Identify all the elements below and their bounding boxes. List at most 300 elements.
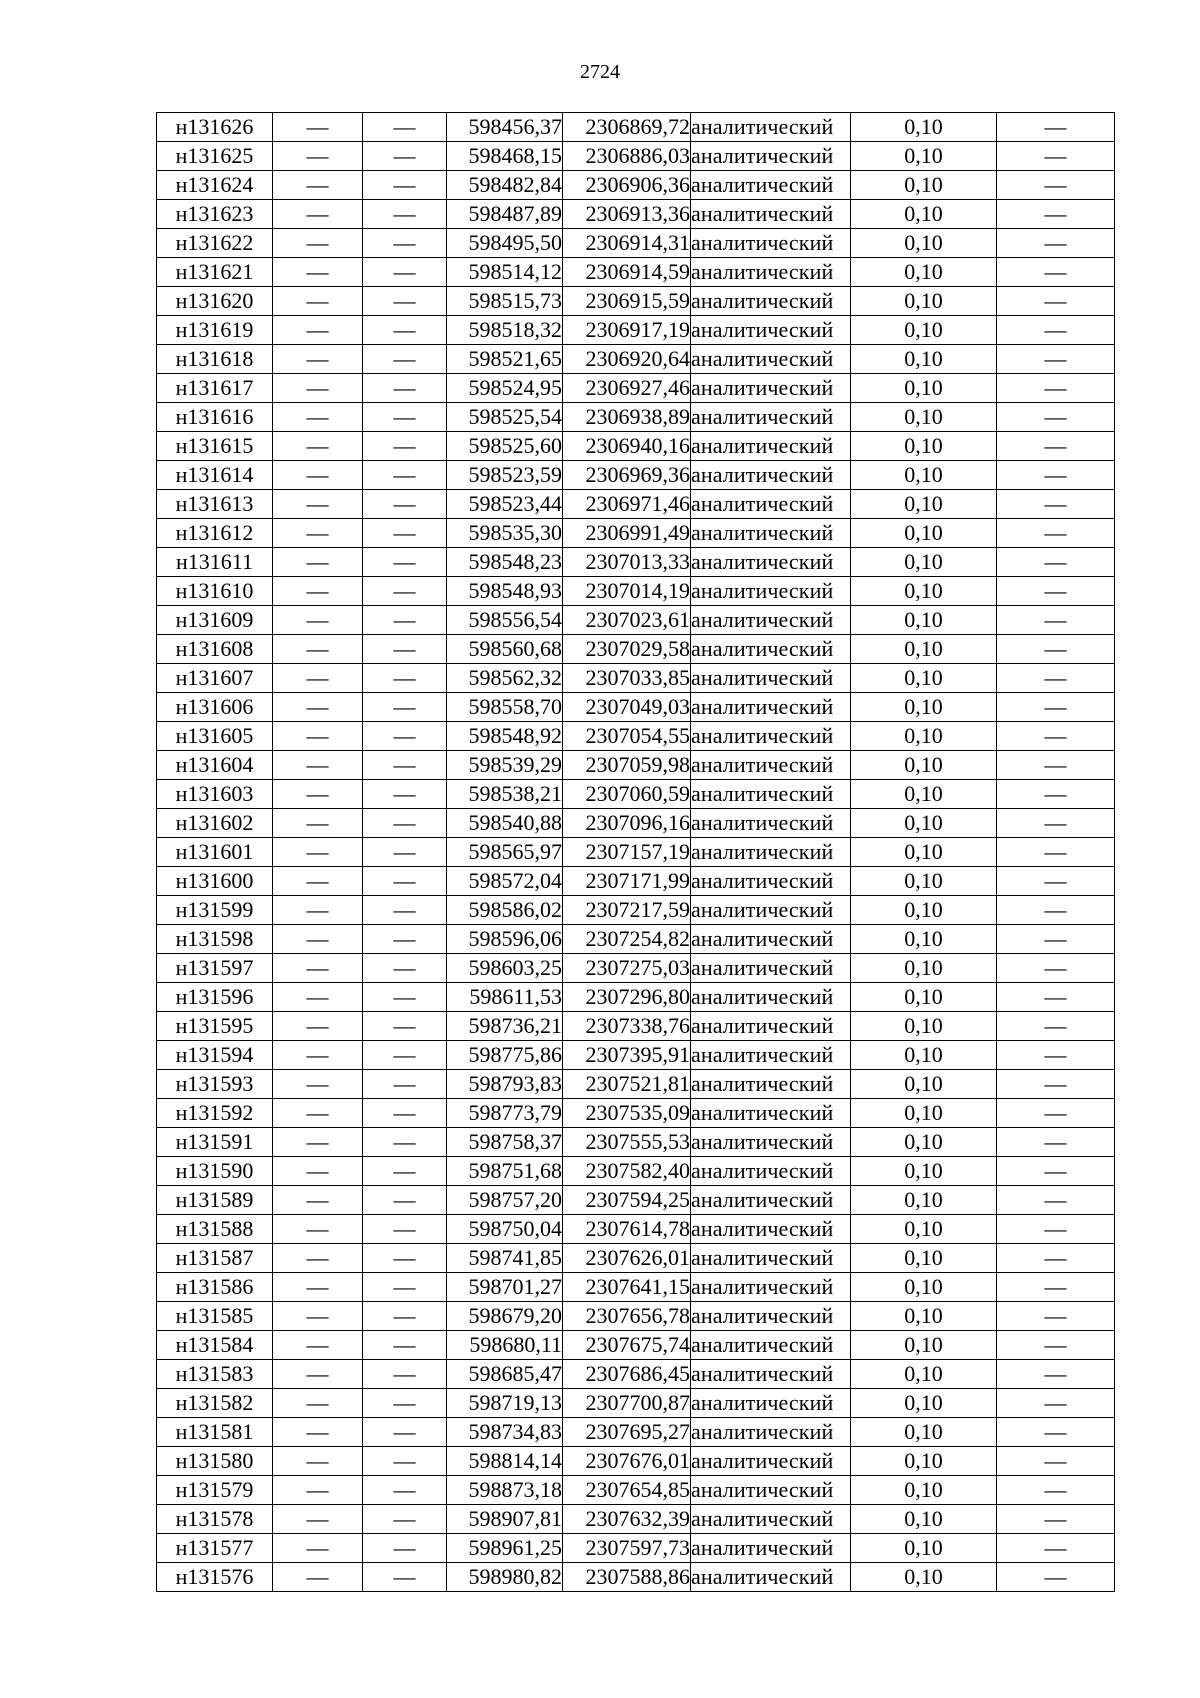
accuracy-cell: 0,10: [851, 925, 997, 954]
empty-cell-1: —: [273, 780, 363, 809]
table-row: [157, 693, 1115, 722]
method-cell: аналитический: [691, 113, 851, 142]
description-cell: —: [997, 490, 1115, 519]
point-name-cell: н131577: [157, 1534, 273, 1563]
description-cell: —: [997, 606, 1115, 635]
empty-cell-1: —: [273, 1389, 363, 1418]
empty-cell-2: —: [363, 1157, 447, 1186]
description-cell: —: [997, 1331, 1115, 1360]
table-row: [157, 1041, 1115, 1070]
accuracy-cell: 0,10: [851, 1360, 997, 1389]
table-row: [157, 1012, 1115, 1041]
x-coordinate-cell: 598679,20: [447, 1302, 563, 1331]
point-name-cell: н131616: [157, 403, 273, 432]
description-cell: —: [997, 113, 1115, 142]
method-cell: аналитический: [691, 896, 851, 925]
empty-cell-1: —: [273, 1505, 363, 1534]
y-coordinate-cell: 2306927,46: [563, 374, 691, 403]
description-cell: —: [997, 925, 1115, 954]
description-cell: —: [997, 403, 1115, 432]
table-row: [157, 577, 1115, 606]
empty-cell-2: —: [363, 983, 447, 1012]
accuracy-cell: 0,10: [851, 983, 997, 1012]
description-cell: —: [997, 548, 1115, 577]
empty-cell-2: —: [363, 345, 447, 374]
x-coordinate-cell: 598586,02: [447, 896, 563, 925]
table-row: [157, 345, 1115, 374]
method-cell: аналитический: [691, 577, 851, 606]
point-name-cell: н131586: [157, 1273, 273, 1302]
accuracy-cell: 0,10: [851, 722, 997, 751]
method-cell: аналитический: [691, 606, 851, 635]
empty-cell-2: —: [363, 490, 447, 519]
accuracy-cell: 0,10: [851, 432, 997, 461]
x-coordinate-cell: 598514,12: [447, 258, 563, 287]
method-cell: аналитический: [691, 693, 851, 722]
empty-cell-2: —: [363, 606, 447, 635]
accuracy-cell: 0,10: [851, 1505, 997, 1534]
table-row: [157, 1157, 1115, 1186]
method-cell: аналитический: [691, 954, 851, 983]
table-row: [157, 229, 1115, 258]
empty-cell-2: —: [363, 896, 447, 925]
table-row: [157, 1360, 1115, 1389]
empty-cell-2: —: [363, 142, 447, 171]
accuracy-cell: 0,10: [851, 1012, 997, 1041]
description-cell: —: [997, 1012, 1115, 1041]
y-coordinate-cell: 2307656,78: [563, 1302, 691, 1331]
x-coordinate-cell: 598701,27: [447, 1273, 563, 1302]
point-name-cell: н131585: [157, 1302, 273, 1331]
method-cell: аналитический: [691, 171, 851, 200]
empty-cell-2: —: [363, 1389, 447, 1418]
empty-cell-2: —: [363, 287, 447, 316]
method-cell: аналитический: [691, 1273, 851, 1302]
table-row: [157, 664, 1115, 693]
x-coordinate-cell: 598540,88: [447, 809, 563, 838]
point-name-cell: н131580: [157, 1447, 273, 1476]
empty-cell-2: —: [363, 1418, 447, 1447]
method-cell: аналитический: [691, 200, 851, 229]
accuracy-cell: 0,10: [851, 113, 997, 142]
empty-cell-2: —: [363, 635, 447, 664]
x-coordinate-cell: 598757,20: [447, 1186, 563, 1215]
empty-cell-1: —: [273, 1534, 363, 1563]
point-name-cell: н131582: [157, 1389, 273, 1418]
x-coordinate-cell: 598482,84: [447, 171, 563, 200]
table-row: [157, 200, 1115, 229]
method-cell: аналитический: [691, 867, 851, 896]
y-coordinate-cell: 2307686,45: [563, 1360, 691, 1389]
empty-cell-1: —: [273, 1360, 363, 1389]
empty-cell-1: —: [273, 258, 363, 287]
description-cell: —: [997, 1534, 1115, 1563]
y-coordinate-cell: 2306971,46: [563, 490, 691, 519]
y-coordinate-cell: 2307535,09: [563, 1099, 691, 1128]
accuracy-cell: 0,10: [851, 1331, 997, 1360]
description-cell: —: [997, 896, 1115, 925]
accuracy-cell: 0,10: [851, 751, 997, 780]
empty-cell-1: —: [273, 142, 363, 171]
y-coordinate-cell: 2307054,55: [563, 722, 691, 751]
point-name-cell: н131599: [157, 896, 273, 925]
accuracy-cell: 0,10: [851, 693, 997, 722]
accuracy-cell: 0,10: [851, 171, 997, 200]
point-name-cell: н131589: [157, 1186, 273, 1215]
empty-cell-1: —: [273, 809, 363, 838]
table-row: [157, 867, 1115, 896]
point-name-cell: н131600: [157, 867, 273, 896]
y-coordinate-cell: 2306906,36: [563, 171, 691, 200]
table-row: [157, 1331, 1115, 1360]
empty-cell-1: —: [273, 983, 363, 1012]
y-coordinate-cell: 2306914,59: [563, 258, 691, 287]
y-coordinate-cell: 2306914,31: [563, 229, 691, 258]
method-cell: аналитический: [691, 142, 851, 171]
description-cell: —: [997, 664, 1115, 693]
empty-cell-1: —: [273, 722, 363, 751]
point-name-cell: н131611: [157, 548, 273, 577]
table-row: [157, 1505, 1115, 1534]
y-coordinate-cell: 2306913,36: [563, 200, 691, 229]
empty-cell-2: —: [363, 1012, 447, 1041]
y-coordinate-cell: 2306915,59: [563, 287, 691, 316]
method-cell: аналитический: [691, 722, 851, 751]
x-coordinate-cell: 598523,44: [447, 490, 563, 519]
table-row: [157, 171, 1115, 200]
accuracy-cell: 0,10: [851, 1447, 997, 1476]
description-cell: —: [997, 258, 1115, 287]
x-coordinate-cell: 598961,25: [447, 1534, 563, 1563]
description-cell: —: [997, 1360, 1115, 1389]
x-coordinate-cell: 598521,65: [447, 345, 563, 374]
point-name-cell: н131587: [157, 1244, 273, 1273]
accuracy-cell: 0,10: [851, 1273, 997, 1302]
empty-cell-2: —: [363, 577, 447, 606]
method-cell: аналитический: [691, 809, 851, 838]
y-coordinate-cell: 2307096,16: [563, 809, 691, 838]
empty-cell-1: —: [273, 1012, 363, 1041]
empty-cell-2: —: [363, 751, 447, 780]
empty-cell-2: —: [363, 432, 447, 461]
description-cell: —: [997, 1041, 1115, 1070]
empty-cell-1: —: [273, 113, 363, 142]
y-coordinate-cell: 2307171,99: [563, 867, 691, 896]
table-row: [157, 374, 1115, 403]
method-cell: аналитический: [691, 751, 851, 780]
accuracy-cell: 0,10: [851, 1476, 997, 1505]
empty-cell-1: —: [273, 200, 363, 229]
accuracy-cell: 0,10: [851, 809, 997, 838]
y-coordinate-cell: 2307254,82: [563, 925, 691, 954]
method-cell: аналитический: [691, 490, 851, 519]
y-coordinate-cell: 2307582,40: [563, 1157, 691, 1186]
point-name-cell: н131594: [157, 1041, 273, 1070]
empty-cell-2: —: [363, 867, 447, 896]
empty-cell-1: —: [273, 316, 363, 345]
empty-cell-1: —: [273, 577, 363, 606]
x-coordinate-cell: 598611,53: [447, 983, 563, 1012]
accuracy-cell: 0,10: [851, 1128, 997, 1157]
accuracy-cell: 0,10: [851, 345, 997, 374]
empty-cell-2: —: [363, 200, 447, 229]
description-cell: —: [997, 1505, 1115, 1534]
x-coordinate-cell: 598719,13: [447, 1389, 563, 1418]
empty-cell-1: —: [273, 1157, 363, 1186]
description-cell: —: [997, 1476, 1115, 1505]
point-name-cell: н131619: [157, 316, 273, 345]
y-coordinate-cell: 2306991,49: [563, 519, 691, 548]
y-coordinate-cell: 2306886,03: [563, 142, 691, 171]
accuracy-cell: 0,10: [851, 867, 997, 896]
x-coordinate-cell: 598793,83: [447, 1070, 563, 1099]
accuracy-cell: 0,10: [851, 896, 997, 925]
point-name-cell: н131612: [157, 519, 273, 548]
empty-cell-2: —: [363, 838, 447, 867]
description-cell: —: [997, 1447, 1115, 1476]
x-coordinate-cell: 598558,70: [447, 693, 563, 722]
empty-cell-2: —: [363, 1186, 447, 1215]
table-row: [157, 519, 1115, 548]
method-cell: аналитический: [691, 1447, 851, 1476]
table-row: [157, 1215, 1115, 1244]
point-name-cell: н131620: [157, 287, 273, 316]
table-row: [157, 1128, 1115, 1157]
table-row: [157, 258, 1115, 287]
description-cell: —: [997, 200, 1115, 229]
empty-cell-2: —: [363, 809, 447, 838]
empty-cell-1: —: [273, 693, 363, 722]
empty-cell-1: —: [273, 1447, 363, 1476]
method-cell: аналитический: [691, 374, 851, 403]
method-cell: аналитический: [691, 780, 851, 809]
point-name-cell: н131597: [157, 954, 273, 983]
empty-cell-1: —: [273, 1418, 363, 1447]
description-cell: —: [997, 519, 1115, 548]
x-coordinate-cell: 598873,18: [447, 1476, 563, 1505]
empty-cell-2: —: [363, 1476, 447, 1505]
table-row: [157, 606, 1115, 635]
table-row: [157, 1418, 1115, 1447]
description-cell: —: [997, 780, 1115, 809]
method-cell: аналитический: [691, 1012, 851, 1041]
description-cell: —: [997, 693, 1115, 722]
description-cell: —: [997, 1128, 1115, 1157]
point-name-cell: н131621: [157, 258, 273, 287]
empty-cell-1: —: [273, 1186, 363, 1215]
table-row: [157, 1534, 1115, 1563]
table-row: [157, 896, 1115, 925]
point-name-cell: н131601: [157, 838, 273, 867]
empty-cell-2: —: [363, 113, 447, 142]
table-row: [157, 635, 1115, 664]
y-coordinate-cell: 2307217,59: [563, 896, 691, 925]
empty-cell-2: —: [363, 1099, 447, 1128]
empty-cell-2: —: [363, 548, 447, 577]
method-cell: аналитический: [691, 1331, 851, 1360]
description-cell: —: [997, 461, 1115, 490]
point-name-cell: н131615: [157, 432, 273, 461]
description-cell: —: [997, 1244, 1115, 1273]
description-cell: —: [997, 1186, 1115, 1215]
table-row: [157, 1099, 1115, 1128]
empty-cell-2: —: [363, 1070, 447, 1099]
method-cell: аналитический: [691, 345, 851, 374]
x-coordinate-cell: 598980,82: [447, 1563, 563, 1592]
point-name-cell: н131598: [157, 925, 273, 954]
method-cell: аналитический: [691, 548, 851, 577]
x-coordinate-cell: 598565,97: [447, 838, 563, 867]
method-cell: аналитический: [691, 1157, 851, 1186]
y-coordinate-cell: 2307588,86: [563, 1563, 691, 1592]
point-name-cell: н131623: [157, 200, 273, 229]
description-cell: —: [997, 635, 1115, 664]
table-row: [157, 809, 1115, 838]
table-row: [157, 780, 1115, 809]
description-cell: —: [997, 316, 1115, 345]
method-cell: аналитический: [691, 1128, 851, 1157]
table-row: [157, 1070, 1115, 1099]
method-cell: аналитический: [691, 316, 851, 345]
method-cell: аналитический: [691, 1244, 851, 1273]
empty-cell-1: —: [273, 751, 363, 780]
point-name-cell: н131579: [157, 1476, 273, 1505]
page-number: 2724: [580, 61, 620, 83]
method-cell: аналитический: [691, 1360, 851, 1389]
method-cell: аналитический: [691, 925, 851, 954]
empty-cell-1: —: [273, 1099, 363, 1128]
table-row: [157, 1273, 1115, 1302]
y-coordinate-cell: 2307033,85: [563, 664, 691, 693]
y-coordinate-cell: 2306938,89: [563, 403, 691, 432]
point-name-cell: н131625: [157, 142, 273, 171]
x-coordinate-cell: 598562,32: [447, 664, 563, 693]
y-coordinate-cell: 2307654,85: [563, 1476, 691, 1505]
empty-cell-2: —: [363, 722, 447, 751]
description-cell: —: [997, 1157, 1115, 1186]
accuracy-cell: 0,10: [851, 1215, 997, 1244]
x-coordinate-cell: 598556,54: [447, 606, 563, 635]
x-coordinate-cell: 598535,30: [447, 519, 563, 548]
empty-cell-2: —: [363, 229, 447, 258]
accuracy-cell: 0,10: [851, 403, 997, 432]
accuracy-cell: 0,10: [851, 1418, 997, 1447]
empty-cell-2: —: [363, 1447, 447, 1476]
description-cell: —: [997, 1099, 1115, 1128]
method-cell: аналитический: [691, 229, 851, 258]
empty-cell-1: —: [273, 1070, 363, 1099]
method-cell: аналитический: [691, 1389, 851, 1418]
x-coordinate-cell: 598572,04: [447, 867, 563, 896]
empty-cell-1: —: [273, 925, 363, 954]
method-cell: аналитический: [691, 838, 851, 867]
empty-cell-1: —: [273, 1041, 363, 1070]
y-coordinate-cell: 2307013,33: [563, 548, 691, 577]
y-coordinate-cell: 2306969,36: [563, 461, 691, 490]
table-row: [157, 113, 1115, 142]
x-coordinate-cell: 598456,37: [447, 113, 563, 142]
empty-cell-2: —: [363, 1041, 447, 1070]
table-row: [157, 490, 1115, 519]
point-name-cell: н131588: [157, 1215, 273, 1244]
x-coordinate-cell: 598736,21: [447, 1012, 563, 1041]
point-name-cell: н131610: [157, 577, 273, 606]
point-name-cell: н131576: [157, 1563, 273, 1592]
point-name-cell: н131617: [157, 374, 273, 403]
accuracy-cell: 0,10: [851, 229, 997, 258]
accuracy-cell: 0,10: [851, 490, 997, 519]
empty-cell-1: —: [273, 1244, 363, 1273]
table-row: [157, 316, 1115, 345]
x-coordinate-cell: 598525,54: [447, 403, 563, 432]
accuracy-cell: 0,10: [851, 577, 997, 606]
y-coordinate-cell: 2307395,91: [563, 1041, 691, 1070]
empty-cell-2: —: [363, 171, 447, 200]
accuracy-cell: 0,10: [851, 1186, 997, 1215]
accuracy-cell: 0,10: [851, 1070, 997, 1099]
y-coordinate-cell: 2307521,81: [563, 1070, 691, 1099]
empty-cell-1: —: [273, 490, 363, 519]
y-coordinate-cell: 2307275,03: [563, 954, 691, 983]
empty-cell-2: —: [363, 1331, 447, 1360]
accuracy-cell: 0,10: [851, 1563, 997, 1592]
description-cell: —: [997, 1389, 1115, 1418]
empty-cell-1: —: [273, 664, 363, 693]
y-coordinate-cell: 2306940,16: [563, 432, 691, 461]
point-name-cell: н131596: [157, 983, 273, 1012]
description-cell: —: [997, 751, 1115, 780]
x-coordinate-cell: 598734,83: [447, 1418, 563, 1447]
empty-cell-1: —: [273, 1215, 363, 1244]
y-coordinate-cell: 2307029,58: [563, 635, 691, 664]
point-name-cell: н131584: [157, 1331, 273, 1360]
accuracy-cell: 0,10: [851, 461, 997, 490]
empty-cell-1: —: [273, 374, 363, 403]
y-coordinate-cell: 2307632,39: [563, 1505, 691, 1534]
description-cell: —: [997, 1563, 1115, 1592]
empty-cell-1: —: [273, 287, 363, 316]
accuracy-cell: 0,10: [851, 664, 997, 693]
table-row: [157, 1447, 1115, 1476]
y-coordinate-cell: 2307626,01: [563, 1244, 691, 1273]
point-name-cell: н131602: [157, 809, 273, 838]
x-coordinate-cell: 598680,11: [447, 1331, 563, 1360]
method-cell: аналитический: [691, 635, 851, 664]
accuracy-cell: 0,10: [851, 1244, 997, 1273]
accuracy-cell: 0,10: [851, 1041, 997, 1070]
table-row: [157, 1302, 1115, 1331]
x-coordinate-cell: 598495,50: [447, 229, 563, 258]
point-name-cell: н131624: [157, 171, 273, 200]
empty-cell-1: —: [273, 403, 363, 432]
y-coordinate-cell: 2307296,80: [563, 983, 691, 1012]
empty-cell-2: —: [363, 1128, 447, 1157]
description-cell: —: [997, 983, 1115, 1012]
point-name-cell: н131606: [157, 693, 273, 722]
table-row: [157, 403, 1115, 432]
point-name-cell: н131626: [157, 113, 273, 142]
accuracy-cell: 0,10: [851, 200, 997, 229]
accuracy-cell: 0,10: [851, 954, 997, 983]
method-cell: аналитический: [691, 1476, 851, 1505]
empty-cell-1: —: [273, 838, 363, 867]
x-coordinate-cell: 598751,68: [447, 1157, 563, 1186]
x-coordinate-cell: 598750,04: [447, 1215, 563, 1244]
empty-cell-2: —: [363, 1505, 447, 1534]
accuracy-cell: 0,10: [851, 316, 997, 345]
y-coordinate-cell: 2307060,59: [563, 780, 691, 809]
accuracy-cell: 0,10: [851, 1099, 997, 1128]
